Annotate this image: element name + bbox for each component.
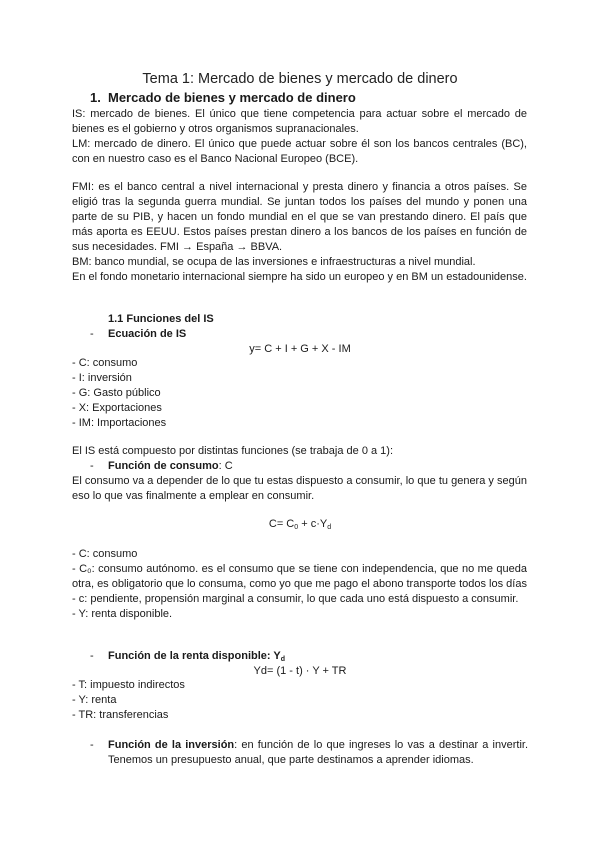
list-item: - Y: renta [72,694,117,706]
eq-subscript: d [327,524,332,531]
lm-paragraph: LM: mercado de dinero. El único que puede actuar sobre él son los bancos centrales (BC), con en nuestro caso es el Banco Nacional Europeo (BCE). [72,138,527,165]
list-item: - TR: transferencias [72,709,169,721]
list-item [72,607,527,622]
list-item: - T: impuesto indirectos [72,679,185,691]
renta-heading-sub: d [280,656,286,663]
consumo-paragraph [72,474,527,504]
bullet-ecuacion [90,327,186,342]
section-heading-1 [90,90,356,106]
bullet-renta [90,649,285,664]
consumo-text: El consumo va a depender de lo que tu estas dispuesto a consumir, lo que tu genera y según eso lo que vas finalmente a emplear en consumir. [72,475,527,502]
is-intro: El IS está compuesto por distintas funciones (se trabaja de 0 a 1): [72,445,394,457]
fondo-paragraph: En el fondo monetario internacional siempre ha sido un europeo y en BM un estadounidense. [72,271,527,283]
list-item: - C: consumo [72,357,138,369]
subsection-heading: 1.1 Funciones del IS [108,313,214,325]
bullet-dash: - [90,650,94,662]
consumo-heading-rest: : C [218,460,233,472]
fmi-block [72,180,527,285]
renta-terms-list [72,678,527,723]
renta-equation: Yd= (1 - t) · Y + TR [253,665,347,677]
term-text: - Y: renta disponible. [72,608,173,620]
bullet-dash: - [90,460,94,472]
eq-subscript: 0 [294,524,299,531]
list-item: - G: Gasto público [72,387,161,399]
is-terms-list [72,356,527,431]
intro-block [72,107,527,167]
bm-line: BM: banco mundial, se ocupa de las inversiones e infraestructuras a nivel mundial. [72,256,476,268]
bullet-dash: - [90,739,94,751]
list-item: - C: consumo [72,548,138,560]
section-heading-text: Mercado de bienes y mercado de dinero [108,90,356,105]
bullet-inversion [90,738,528,768]
inversion-paragraph [108,738,528,768]
is-paragraph: IS: mercado de bienes. El único que tiene competencia para actuar sobre el mercado de bienes es el gobierno y otros organismos supranacionales. [72,108,527,135]
is-equation: y= C + I + G + X - IM [249,343,351,355]
section-number: 1. [90,90,101,105]
ecuacion-heading: Ecuación de IS [108,328,187,340]
inversion-heading: Función de la inversión [108,739,235,751]
list-item: - C₀: consumo autónomo. es el consumo que se tiene con independencia, que no me queda otra, es obligatorio que lo consuma, como yo que me pago el abono transporte todos los días [72,563,527,590]
eq-part: + c·Y [298,518,328,530]
bullet-dash: - [90,328,94,340]
page-title: Tema 1: Mercado de bienes y mercado de dinero [142,71,458,87]
bullet-consumo [90,459,233,474]
list-item: - I: inversión [72,372,132,384]
list-item: - IM: Importaciones [72,417,167,429]
list-item: - c: pendiente, propensión marginal a consumir, lo que cada uno está dispuesto a consumir. [72,593,519,605]
fmi-paragraph: FMI: es el banco central a nivel internacional y presta dinero y financia a otros países. Se eligió tras la segunda guerra mundial. Se juntan todos los países del mundo y ponen una parte de su PIB, y hacen un fondo mundial en el que se van prestando dinero. El país que más aporta es EEUU. Estos países prestan dinero a los bancos de los países en función de sus necesidades. FMI → España → BBVA. [72,181,527,253]
list-item: - X: Exportaciones [72,402,162,414]
renta-heading: Función de la renta disponible: Y [108,650,281,662]
consumo-equation [0,517,600,532]
inversion-text: : en función de lo que ingreses lo vas a destinar a invertir. Tenemos un presupuesto anual, que parte destinamos a aprender idiomas. [108,739,528,766]
eq-part: C= C [268,518,295,530]
consumo-terms-list [72,547,527,622]
consumo-heading: Función de consumo [108,460,219,472]
